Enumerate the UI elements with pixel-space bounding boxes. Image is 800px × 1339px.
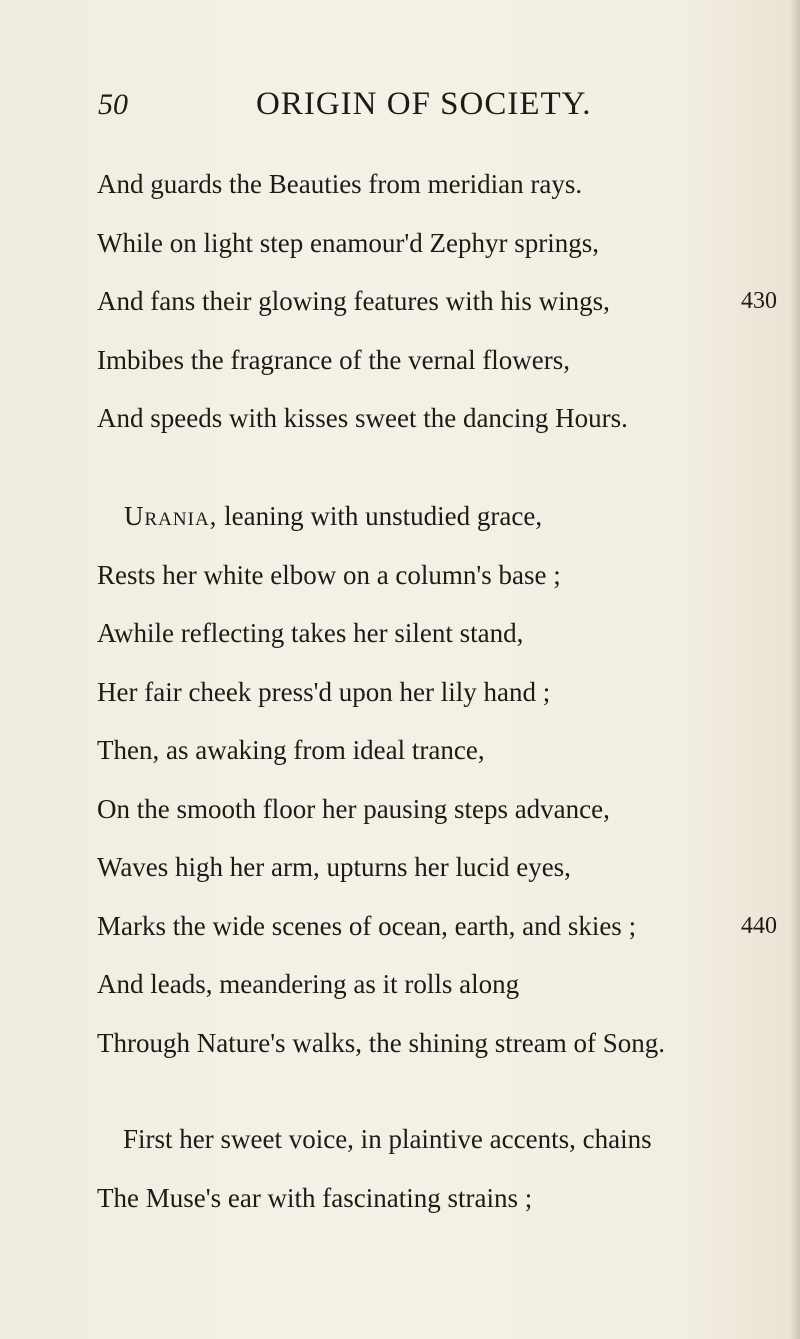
line-text: Through Nature's walks, the shining stream of Song. [97,1028,666,1058]
poem-line [0,789,800,829]
poem-line [0,847,800,887]
line-text: And fans their glowing features with his wings, [97,286,610,316]
line-text: On the smooth floor her pausing steps advance, [97,794,610,824]
line-text: And leads, meandering as it rolls along [97,969,520,999]
line-number: 430 [741,288,777,314]
line-text: Imbibes the fragrance of the vernal flowers, [97,345,571,375]
line-text: And guards the Beauties from meridian rays. [97,169,583,199]
poem-line [0,223,800,263]
line-text: Awhile reflecting takes her silent stand, [97,618,524,648]
speaker-name: Urania, [124,501,218,531]
line-text: First her sweet voice, in plaintive accents, chains [123,1124,652,1154]
line-text: Rests her white elbow on a column's base ; [97,560,561,590]
line-text: And speeds with kisses sweet the dancing Hours. [97,403,628,433]
poem-line [0,1023,800,1063]
poem-line [0,340,800,380]
line-text: While on light step enamour'd Zephyr springs, [97,228,600,258]
poem-line [0,906,800,946]
poem-line [0,398,800,438]
line-number: 440 [741,913,777,939]
poem-line [0,164,800,204]
poem-line [0,1119,800,1159]
page-header [0,86,800,126]
poem-line [0,672,800,712]
running-head: ORIGIN OF SOCIETY. [256,86,592,122]
page-number: 50 [98,88,128,121]
poem-line [0,555,800,595]
line-text: Her fair cheek press'd upon her lily hand ; [97,677,551,707]
poem-line [0,496,800,536]
poem-line [0,1178,800,1218]
poem-line [0,964,800,1004]
line-text: Marks the wide scenes of ocean, earth, and skies ; [97,911,637,941]
line-text: Waves high her arm, upturns her lucid eyes, [97,852,571,882]
poem-line [0,281,800,321]
line-text [124,496,542,536]
line-text: Then, as awaking from ideal trance, [97,735,485,765]
line-text: The Muse's ear with fascinating strains ; [97,1183,533,1213]
line-continuation: leaning with unstudied grace, [217,501,543,531]
poem-line [0,730,800,770]
poem-line [0,613,800,653]
